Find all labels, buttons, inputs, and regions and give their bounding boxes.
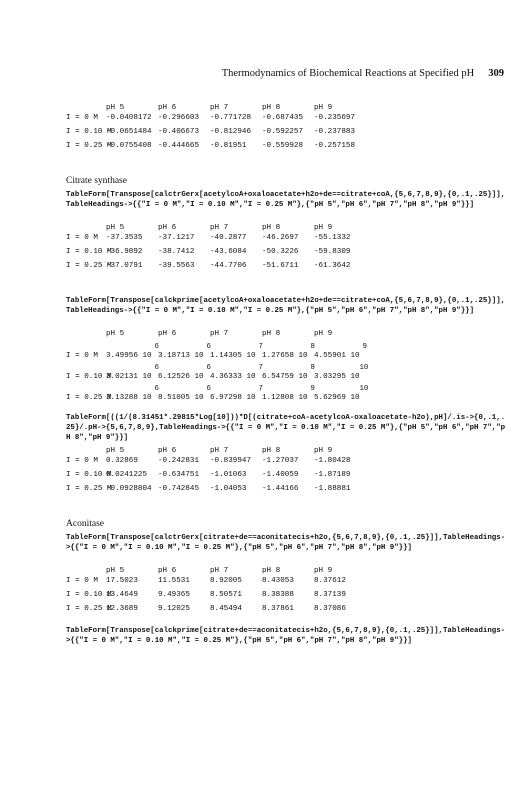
table-cell: -0.242831: [158, 457, 200, 465]
cell-exponent: 8: [310, 364, 315, 372]
row-label: I = 0.25 M: [66, 605, 112, 613]
table-cell: -0.771728: [210, 114, 252, 122]
cell-mantissa: 5.62969 10: [314, 394, 360, 402]
table-cell: -55.1332: [314, 234, 351, 242]
row-label: I = 0.10 M: [66, 471, 112, 479]
table-cell: -50.3226: [262, 248, 299, 256]
cell-mantissa: 3.03295 10: [314, 373, 360, 381]
row-label: I = 0.10 M: [66, 591, 112, 599]
table-cell: 17.5023: [106, 577, 138, 585]
row-label: I = 0.10 M: [66, 128, 112, 136]
row-label: I = 0 M: [66, 352, 98, 360]
table-cell: -0.237883: [314, 128, 356, 136]
table-cell: -0.812946: [210, 128, 252, 136]
table-cell: -0.0651484: [106, 128, 152, 136]
table-cell: -37.0791: [106, 262, 143, 270]
running-header: [222, 68, 504, 79]
table-cell: -46.2697: [262, 234, 299, 242]
table-cell: [262, 364, 315, 382]
table-cell: -1.88881: [314, 485, 351, 493]
table-cell: -44.7706: [210, 262, 247, 270]
header-title: Thermodynamics of Biochemical Reactions at Specified pH: [221, 68, 475, 79]
table-cell: -0.634751: [158, 471, 200, 479]
table-cell: -1.04053: [210, 485, 247, 493]
column-heading: pH 5: [106, 224, 125, 232]
table-cell: [210, 385, 263, 403]
column-heading: pH 6: [158, 330, 177, 338]
row-label: I = 0 M: [66, 457, 98, 465]
column-heading: pH 5: [106, 447, 125, 455]
table-cell: -0.0408172: [106, 114, 152, 122]
column-heading: pH 8: [262, 224, 281, 232]
code-calckprime-citrate: TableForm[Transpose[calckprime[acetylcoA+oxaloacetate+h2o+de==citrate+coA,{5,6,7,8,9},{0,.1,.25}]],TableHeadings->{{"I = 0 M","I = 0.10 M","I = 0.25 M"},{"pH 5","pH 6","pH 7","pH 8","pH 9"}}]: [66, 297, 506, 315]
cell-exponent: 9: [310, 385, 315, 393]
cell-exponent: 6: [206, 385, 211, 393]
code-pH-derivative: TableForm[((1/(8.31451*.29815*Log[10]))*D[(citrate+coA-acetylcoA-oxaloacetate-h2o),pH]/.is->{0,.1,.25}/.pH->{5,6,7,8,9},TableHeadings->{{"I = 0 M","I = 0.10 M","I = 0.25 M"},{"pH 5","pH 6","pH 7","pH 8","pH 9"}}]: [66, 414, 506, 442]
cell-exponent: 6: [154, 385, 159, 393]
table-cell: [314, 364, 369, 382]
table-cell: [262, 343, 315, 361]
table-cell: -1.44166: [262, 485, 299, 493]
table-cell: -0.444665: [158, 142, 200, 150]
table-cell: -59.8309: [314, 248, 351, 256]
table-cell: -0.592257: [262, 128, 304, 136]
table-cell: [106, 385, 159, 403]
cell-mantissa: 1.27658 10: [262, 352, 308, 360]
cell-exponent: 7: [258, 385, 263, 393]
table-cell: [158, 385, 211, 403]
table-cell: [314, 343, 367, 361]
table-cell: [210, 364, 263, 382]
table-cell: -36.9892: [106, 248, 143, 256]
column-heading: pH 6: [158, 104, 177, 112]
row-label: I = 0.25 M: [66, 485, 112, 493]
page-number: 309: [488, 68, 504, 79]
column-heading: pH 7: [210, 224, 229, 232]
table-cell: 13.4649: [106, 591, 138, 599]
table-cell: 8.45494: [210, 605, 242, 613]
table-cell: -37.1217: [158, 234, 195, 242]
table-cell: -0.742845: [158, 485, 200, 493]
table-cell: [106, 343, 159, 361]
cell-exponent: 6: [206, 364, 211, 372]
table-cell: -1.40059: [262, 471, 299, 479]
code-calckprime-aconitase: TableForm[Transpose[calckprime[citrate+de==aconitatecis+h2o,{5,6,7,8,9},{0,.1,.25}]],TableHeadings->{{"I = 0 M","I = 0.10 M","I = 0.25 M"},{"pH 5","pH 6","pH 7","pH 8","pH 9"}}]: [66, 627, 506, 645]
column-heading: pH 5: [106, 330, 125, 338]
cell-mantissa: 3.49956 10: [106, 352, 152, 360]
table-cell: 9.49365: [158, 591, 190, 599]
cell-mantissa: 6.97298 10: [210, 394, 256, 402]
code-calctrgerx-citrate: TableForm[Transpose[calctrGerx[acetylcoA+oxaloacetate+h2o+de==citrate+coA,{5,6,7,8,9},{0,.1,.25}]],TableHeadings->{{"I = 0 M","I = 0.10 M","I = 0.25 M"},{"pH 5","pH 6","pH 7","pH 8","pH 9"}}]: [66, 191, 506, 209]
cell-mantissa: 6.12526 10: [158, 373, 204, 381]
table-cell: -1.87189: [314, 471, 351, 479]
table-cell: -39.5563: [158, 262, 195, 270]
table-cell: -0.406673: [158, 128, 200, 136]
table-cell: -1.80428: [314, 457, 351, 465]
column-heading: pH 7: [210, 567, 229, 575]
table-cell: -0.559928: [262, 142, 304, 150]
table-cell: -0.235697: [314, 114, 356, 122]
row-label: I = 0.10 M: [66, 248, 112, 256]
table-cell: -0.0928804: [106, 485, 152, 493]
column-heading: pH 9: [314, 567, 333, 575]
cell-exponent: 7: [258, 364, 263, 372]
cell-mantissa: 6.54759 10: [262, 373, 308, 381]
table-cell: -51.6711: [262, 262, 299, 270]
table-cell: 8.37086: [314, 605, 346, 613]
table-cell: -0.687435: [262, 114, 304, 122]
table-cell: -37.3535: [106, 234, 143, 242]
table-cell: 12.3689: [106, 605, 138, 613]
table-cell: [314, 385, 369, 403]
cell-exponent: 6: [206, 343, 211, 351]
row-label: I = 0 M: [66, 114, 98, 122]
table-cell: -0.257158: [314, 142, 356, 150]
column-heading: pH 9: [314, 104, 333, 112]
table-cell: 11.5531: [158, 577, 190, 585]
cell-mantissa: 1.14305 10: [210, 352, 256, 360]
column-heading: pH 8: [262, 567, 281, 575]
row-label: I = 0 M: [66, 234, 98, 242]
column-heading: pH 7: [210, 104, 229, 112]
table-cell: 8.50571: [210, 591, 242, 599]
section-aconitase: Aconitase: [66, 519, 104, 529]
row-label: I = 0.25 M: [66, 142, 112, 150]
column-heading: pH 9: [314, 330, 333, 338]
cell-exponent: 8: [310, 343, 315, 351]
row-label: I = 0.25 M: [66, 262, 112, 270]
table-cell: 0.32869: [106, 457, 138, 465]
cell-mantissa: 4.55901 10: [314, 352, 360, 360]
table-cell: -1.01063: [210, 471, 247, 479]
table-cell: 8.43053: [262, 577, 294, 585]
cell-exponent: 10: [359, 364, 369, 372]
cell-exponent: 7: [258, 343, 263, 351]
table-cell: [210, 343, 263, 361]
table-cell: -43.6084: [210, 248, 247, 256]
table-cell: -0.296603: [158, 114, 200, 122]
table-cell: 8.38388: [262, 591, 294, 599]
column-heading: pH 8: [262, 104, 281, 112]
section-citrate-synthase: Citrate synthase: [66, 176, 127, 186]
cell-mantissa: 1.12808 10: [262, 394, 308, 402]
table-cell: 8.37861: [262, 605, 294, 613]
table-cell: [158, 364, 211, 382]
cell-mantissa: 8.51005 10: [158, 394, 204, 402]
column-heading: pH 6: [158, 224, 177, 232]
row-label: I = 0 M: [66, 577, 98, 585]
table-cell: -40.2877: [210, 234, 247, 242]
table-cell: -1.27037: [262, 457, 299, 465]
table-cell: -0.839947: [210, 457, 252, 465]
row-label: I = 0.10 M: [66, 373, 112, 381]
column-heading: pH 7: [210, 330, 229, 338]
table-cell: [106, 364, 159, 382]
cell-exponent: 10: [359, 385, 369, 393]
cell-exponent: 6: [154, 364, 159, 372]
table-cell: -0.0755408: [106, 142, 152, 150]
table-cell: 9.12025: [158, 605, 190, 613]
cell-mantissa: 3.13288 10: [106, 394, 152, 402]
code-calctrgerx-aconitase: TableForm[Transpose[calctrGerx[citrate+de==aconitatecis+h2o,{5,6,7,8,9},{0,.1,.25}]],TableHeadings->{{"I = 0 M","I = 0.10 M","I = 0.25 M"},{"pH 5","pH 6","pH 7","pH 8","pH 9"}}]: [66, 534, 506, 552]
table-cell: 8.92005: [210, 577, 242, 585]
column-heading: pH 8: [262, 447, 281, 455]
cell-exponent: 9: [362, 343, 367, 351]
column-heading: pH 8: [262, 330, 281, 338]
cell-exponent: 6: [154, 343, 159, 351]
cell-mantissa: 3.18713 10: [158, 352, 204, 360]
table-cell: -61.3642: [314, 262, 351, 270]
column-heading: pH 5: [106, 567, 125, 575]
column-heading: pH 9: [314, 224, 333, 232]
table-cell: 8.37612: [314, 577, 346, 585]
table-cell: 8.37139: [314, 591, 346, 599]
cell-mantissa: 3.02131 10: [106, 373, 152, 381]
table-cell: -0.81951: [210, 142, 247, 150]
column-heading: pH 9: [314, 447, 333, 455]
column-heading: pH 5: [106, 104, 125, 112]
row-label: I = 0.25 M: [66, 394, 112, 402]
table-cell: [262, 385, 315, 403]
table-cell: [158, 343, 211, 361]
column-heading: pH 7: [210, 447, 229, 455]
table-cell: -38.7412: [158, 248, 195, 256]
cell-mantissa: 4.36333 10: [210, 373, 256, 381]
column-heading: pH 6: [158, 567, 177, 575]
table-cell: 0.0241225: [106, 471, 148, 479]
column-heading: pH 6: [158, 447, 177, 455]
